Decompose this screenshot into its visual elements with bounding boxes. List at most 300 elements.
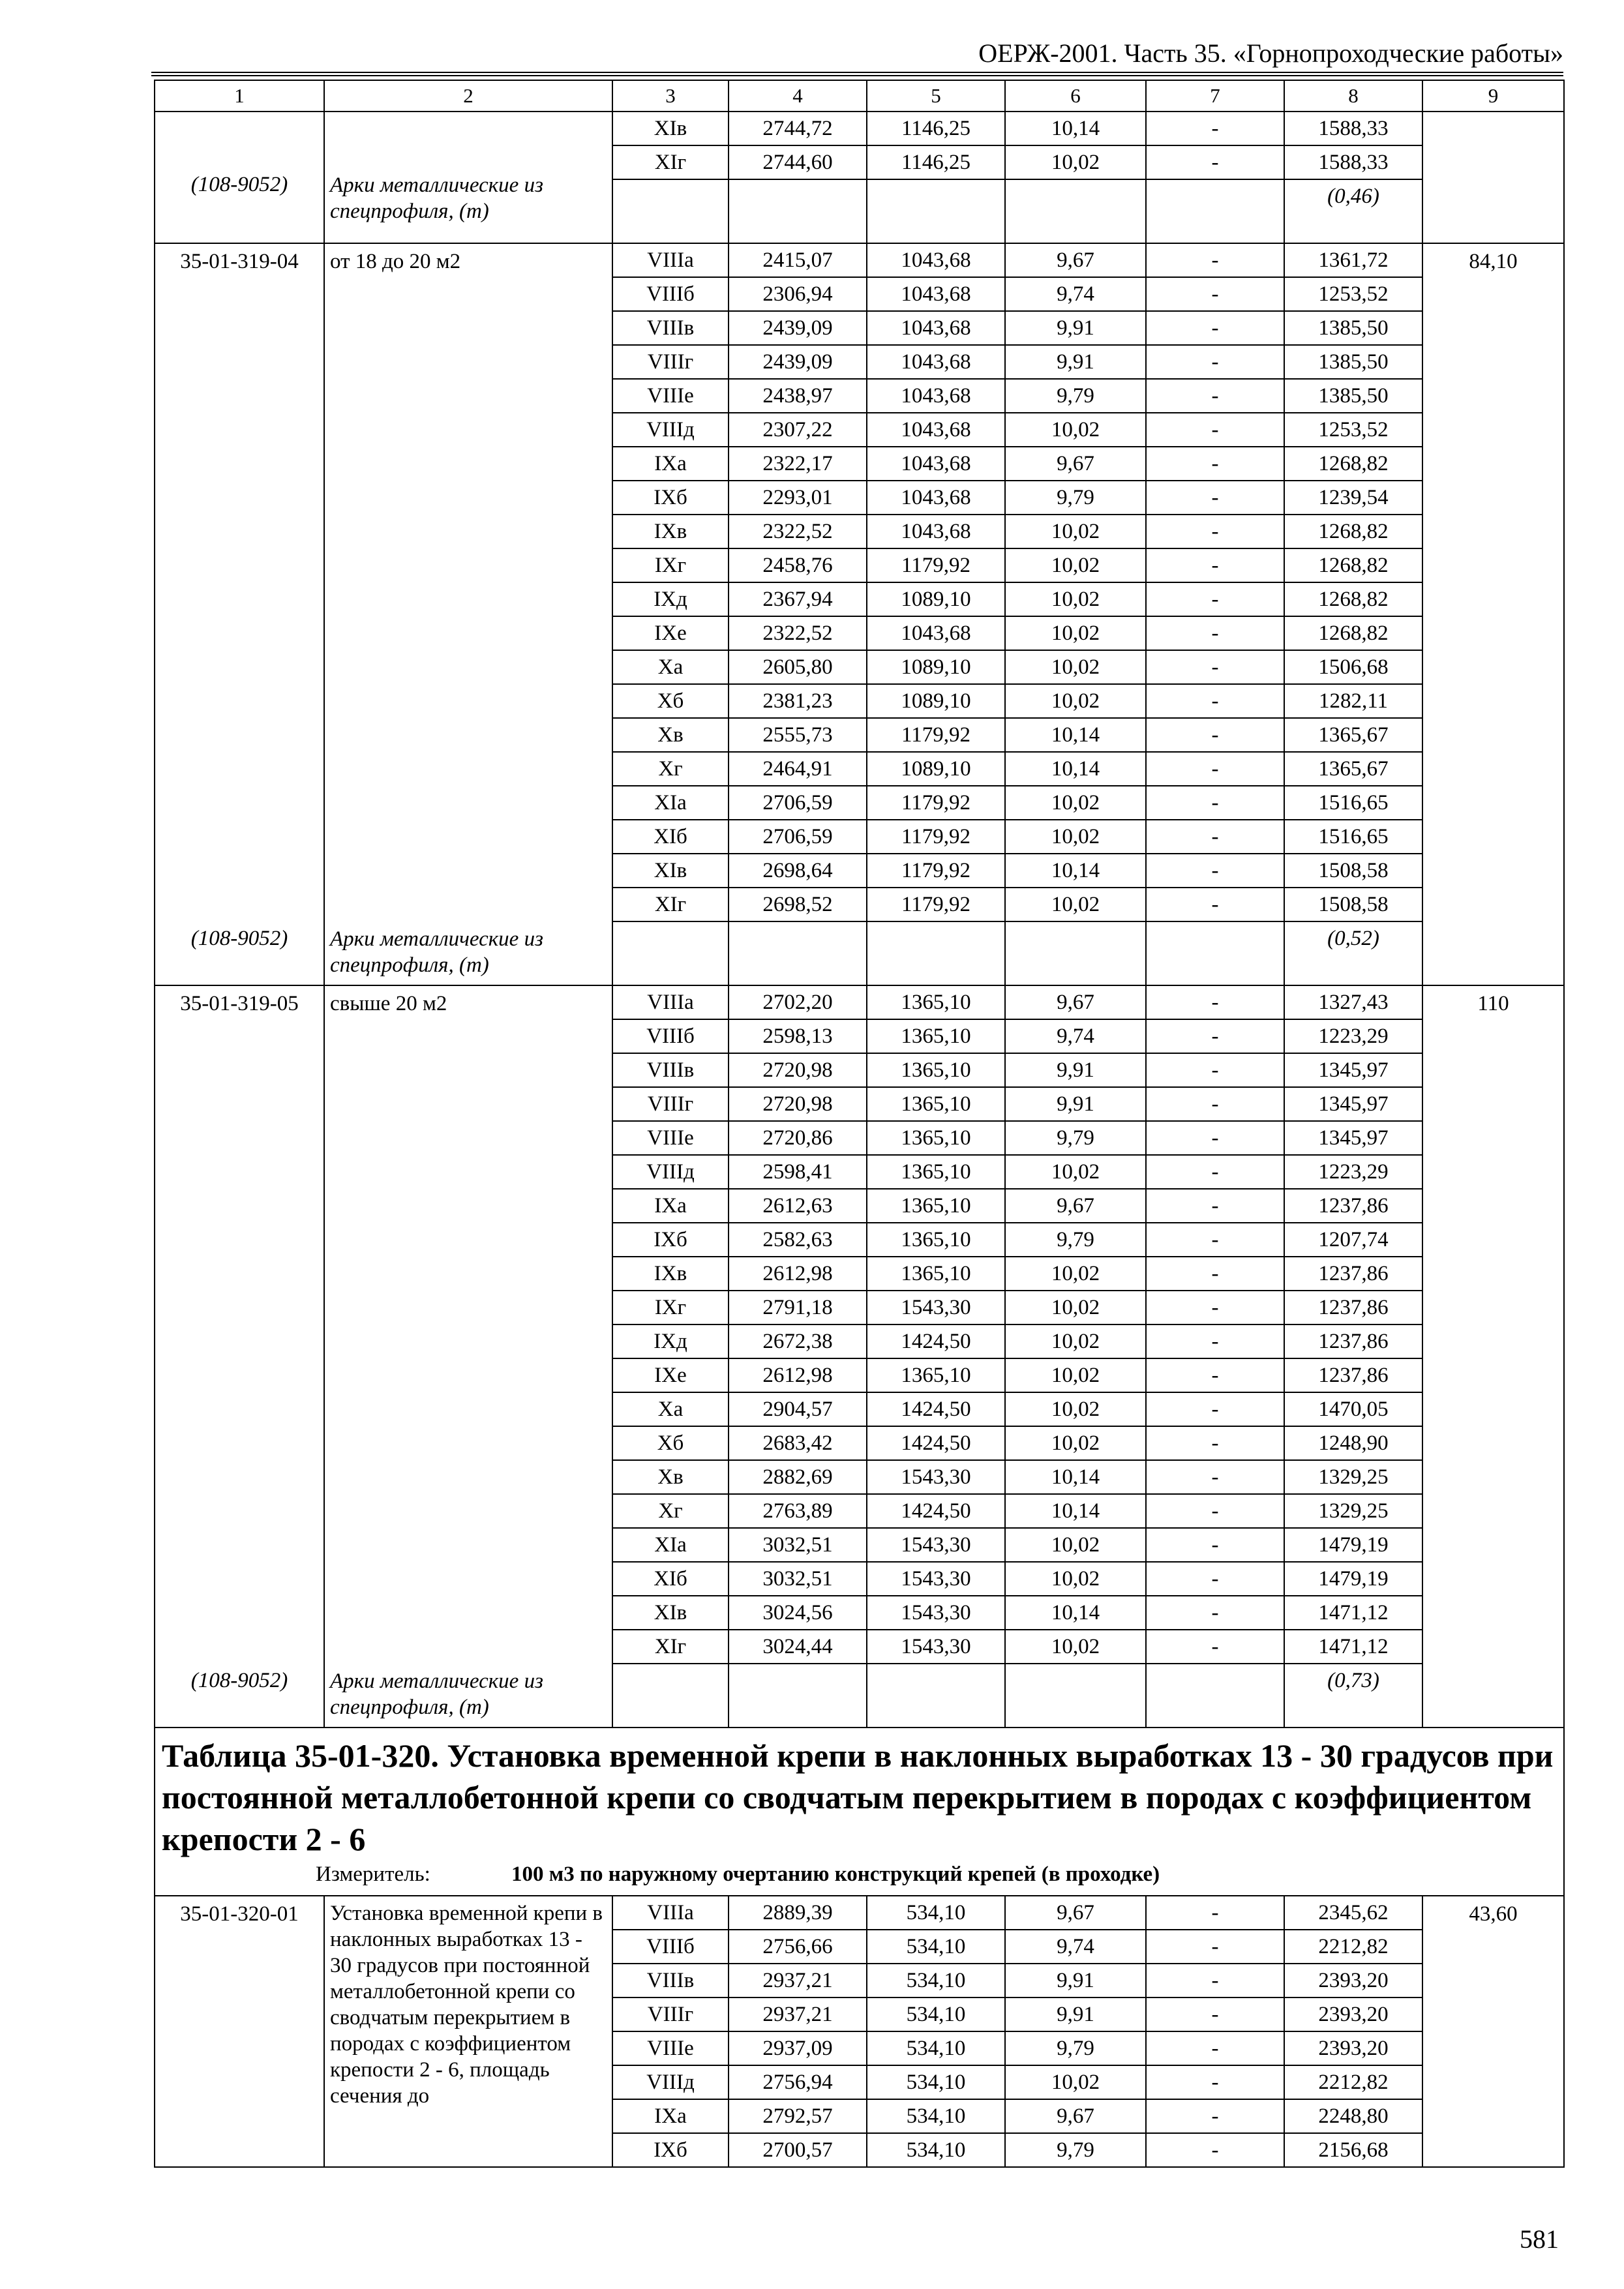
cell-class: IXб: [612, 481, 729, 515]
cell-driver-wages: -: [1146, 145, 1284, 179]
cell-driver-wages: -: [1146, 2133, 1284, 2167]
cell-driver-wages: -: [1146, 2065, 1284, 2099]
column-number: 2: [324, 80, 612, 112]
cell-direct-cost: 2937,21: [729, 1997, 867, 2031]
cell-class: XIв: [612, 112, 729, 145]
cell-machines: 10,02: [1005, 1358, 1146, 1392]
cell-driver-wages: -: [1146, 277, 1284, 311]
cell-driver-wages: -: [1146, 1896, 1284, 1930]
cell-machines: 9,67: [1005, 447, 1146, 481]
cell-direct-cost: 2698,64: [729, 854, 867, 888]
cell-machines: 9,74: [1005, 277, 1146, 311]
cell-class: IXа: [612, 2099, 729, 2133]
cell-direct-cost: 2792,57: [729, 2099, 867, 2133]
cell-machines: 10,02: [1005, 888, 1146, 921]
cell-class: VIIIг: [612, 1087, 729, 1121]
cell-wages: 1043,68: [867, 515, 1005, 548]
cell-wages: 1179,92: [867, 548, 1005, 582]
cell-materials: 1268,82: [1284, 548, 1422, 582]
cell-class: VIIIе: [612, 1121, 729, 1155]
table-title-row: [155, 1728, 1564, 1896]
cell-machines: 9,67: [1005, 1896, 1146, 1930]
cell-driver-wages: -: [1146, 1189, 1284, 1223]
cell-direct-cost: 2598,13: [729, 1019, 867, 1053]
cell-materials: 2393,20: [1284, 2031, 1422, 2065]
cell-driver-wages: -: [1146, 718, 1284, 752]
cell-machines: 10,02: [1005, 1630, 1146, 1664]
page-number: 581: [1520, 2224, 1559, 2254]
cell-machines: 10,02: [1005, 1528, 1146, 1562]
cell-machines: 10,14: [1005, 854, 1146, 888]
cell-direct-cost: 2720,98: [729, 1053, 867, 1087]
column-number: 3: [612, 80, 729, 112]
cell-driver-wages: -: [1146, 243, 1284, 277]
cell-materials: 1479,19: [1284, 1562, 1422, 1596]
arch-resource-code: (108-9052): [190, 173, 288, 196]
cell-direct-cost: 2698,52: [729, 888, 867, 921]
cell-driver-wages: -: [1146, 1596, 1284, 1630]
cell-materials: 2212,82: [1284, 1930, 1422, 1964]
cell-direct-cost: 2439,09: [729, 311, 867, 345]
cell-materials: 2393,20: [1284, 1964, 1422, 1997]
cell-class: IXб: [612, 2133, 729, 2167]
cell-driver-wages: -: [1146, 1528, 1284, 1562]
cell-materials: 1223,29: [1284, 1019, 1422, 1053]
cell-materials: 2156,68: [1284, 2133, 1422, 2167]
cell-materials: 1361,72: [1284, 243, 1422, 277]
cell-direct-cost: 2744,72: [729, 112, 867, 145]
cell-wages: 1365,10: [867, 1257, 1005, 1291]
table-row: [155, 112, 1564, 145]
cell-wages: 534,10: [867, 2065, 1005, 2099]
cell-driver-wages: -: [1146, 345, 1284, 379]
table-title-cell: [155, 1728, 1564, 1896]
cell-materials: 2212,82: [1284, 2065, 1422, 2099]
cell-empty: [612, 1664, 729, 1728]
cell-driver-wages: -: [1146, 650, 1284, 684]
cell-class: IXв: [612, 1257, 729, 1291]
column-number: 1: [155, 80, 324, 112]
cell-class: Xа: [612, 650, 729, 684]
cell-driver-wages: -: [1146, 1460, 1284, 1494]
measure-line: [162, 1860, 1557, 1889]
cell-direct-cost: 2756,94: [729, 2065, 867, 2099]
cell-class: VIIIд: [612, 413, 729, 447]
cell-driver-wages: -: [1146, 985, 1284, 1019]
cell-machines: 10,02: [1005, 684, 1146, 718]
cell-materials: 1268,82: [1284, 616, 1422, 650]
cell-direct-cost: 2612,63: [729, 1189, 867, 1223]
cell-wages: 534,10: [867, 2031, 1005, 2065]
cell-machines: 10,02: [1005, 1155, 1146, 1189]
cell-materials: 1248,90: [1284, 1426, 1422, 1460]
cell-machines: 10,02: [1005, 820, 1146, 854]
cell-direct-cost: 2306,94: [729, 277, 867, 311]
cell-description: [324, 985, 612, 1728]
cell-materials: 1329,25: [1284, 1494, 1422, 1528]
running-header: ОЕРЖ-2001. Часть 35. «Горнопроходческие работы»: [978, 38, 1563, 68]
cell-wages: 1146,25: [867, 145, 1005, 179]
cell-class: VIIIа: [612, 985, 729, 1019]
cell-direct-cost: 2322,52: [729, 616, 867, 650]
cell-materials: 1327,43: [1284, 985, 1422, 1019]
cell-driver-wages: -: [1146, 1630, 1284, 1664]
cell-labor: [1422, 112, 1564, 243]
cell-direct-cost: 2322,52: [729, 515, 867, 548]
cell-empty: [729, 921, 867, 985]
cell-direct-cost: 2381,23: [729, 684, 867, 718]
spacer: [155, 279, 323, 922]
cell-driver-wages: -: [1146, 854, 1284, 888]
cell-class: XIа: [612, 786, 729, 820]
cell-wages: 534,10: [867, 2133, 1005, 2167]
header-rule: [151, 72, 1563, 76]
cell-wages: 534,10: [867, 1930, 1005, 1964]
cell-empty: [1146, 179, 1284, 243]
cell-machines: 10,14: [1005, 1596, 1146, 1630]
cell-class: XIг: [612, 888, 729, 921]
cell-direct-cost: 2683,42: [729, 1426, 867, 1460]
table-title: Таблица 35-01-320. Установка временной крепи в наклонных выработках 13 - 30 градусов при постоянной металлобетонной крепи со сводчатым перекрытием в породах с коэффициентом крепости 2 - 6: [162, 1737, 1554, 1857]
cell-machines: 10,14: [1005, 752, 1146, 786]
spacer: [155, 112, 323, 168]
cell-empty: [1005, 921, 1146, 985]
cell-wages: 1543,30: [867, 1562, 1005, 1596]
cell-direct-cost: 2700,57: [729, 2133, 867, 2167]
cell-driver-wages: -: [1146, 1087, 1284, 1121]
cell-driver-wages: -: [1146, 1392, 1284, 1426]
cell-direct-cost: 2605,80: [729, 650, 867, 684]
cell-wages: 1043,68: [867, 447, 1005, 481]
cell-class: VIIIв: [612, 311, 729, 345]
cell-materials: 1471,12: [1284, 1596, 1422, 1630]
cell-materials: 1239,54: [1284, 481, 1422, 515]
cell-direct-cost: 2367,94: [729, 582, 867, 616]
cell-wages: 1365,10: [867, 1053, 1005, 1087]
cell-machines: 10,02: [1005, 1392, 1146, 1426]
cell-materials: 2393,20: [1284, 1997, 1422, 2031]
cell-materials: 1385,50: [1284, 379, 1422, 413]
cell-wages: 1365,10: [867, 1087, 1005, 1121]
cell-empty: [729, 1664, 867, 1728]
cell-direct-cost: 3024,56: [729, 1596, 867, 1630]
cell-class: Xг: [612, 1494, 729, 1528]
cell-driver-wages: -: [1146, 1019, 1284, 1053]
rate-code: 35-01-320-01: [180, 1902, 299, 1926]
cell-driver-wages: -: [1146, 447, 1284, 481]
spacer: [155, 1021, 323, 1664]
column-number: 8: [1284, 80, 1422, 112]
cell-class: VIIIе: [612, 379, 729, 413]
cell-class: IXб: [612, 1223, 729, 1257]
arch-resource-description: Арки металлические из спецпрофиля, (т): [330, 927, 543, 977]
cell-machines: 9,79: [1005, 1223, 1146, 1257]
cell-wages: 534,10: [867, 1896, 1005, 1930]
cell-materials: 1329,25: [1284, 1460, 1422, 1494]
cell-class: Xб: [612, 684, 729, 718]
cell-wages: 534,10: [867, 1997, 1005, 2031]
cell-class: IXа: [612, 447, 729, 481]
cell-driver-wages: -: [1146, 1053, 1284, 1087]
cell-machines: 10,02: [1005, 145, 1146, 179]
cell-direct-cost: 2889,39: [729, 1896, 867, 1930]
cell-wages: 1089,10: [867, 582, 1005, 616]
cell-direct-cost: 2612,98: [729, 1257, 867, 1291]
column-number: 9: [1422, 80, 1564, 112]
cell-materials: 1253,52: [1284, 277, 1422, 311]
cell-driver-wages: -: [1146, 112, 1284, 145]
cell-direct-cost: 3032,51: [729, 1562, 867, 1596]
cell-direct-cost: 2720,98: [729, 1087, 867, 1121]
cell-materials: 1268,82: [1284, 447, 1422, 481]
cell-materials: 1365,67: [1284, 752, 1422, 786]
cell-empty: [612, 921, 729, 985]
cell-direct-cost: 2612,98: [729, 1358, 867, 1392]
cell-machines: 9,74: [1005, 1019, 1146, 1053]
cell-machines: 9,91: [1005, 1053, 1146, 1087]
cell-machines: 9,67: [1005, 2099, 1146, 2133]
labor-value: 110: [1477, 992, 1509, 1015]
cell-wages: 1424,50: [867, 1494, 1005, 1528]
cell-description: [324, 243, 612, 985]
cell-class: VIIIб: [612, 1930, 729, 1964]
cell-direct-cost: 2439,09: [729, 345, 867, 379]
cell-driver-wages: -: [1146, 1121, 1284, 1155]
cell-class: VIIIд: [612, 2065, 729, 2099]
arch-resource-value: (0,52): [1284, 921, 1422, 985]
cell-direct-cost: 2293,01: [729, 481, 867, 515]
rate-description: от 18 до 20 м2: [330, 250, 461, 273]
cell-wages: 1043,68: [867, 379, 1005, 413]
cell-materials: 1282,11: [1284, 684, 1422, 718]
cell-machines: 10,02: [1005, 1562, 1146, 1596]
column-number: 4: [729, 80, 867, 112]
column-number: 7: [1146, 80, 1284, 112]
cell-class: Xг: [612, 752, 729, 786]
cell-machines: 9,79: [1005, 481, 1146, 515]
cell-wages: 1543,30: [867, 1630, 1005, 1664]
cell-materials: 1268,82: [1284, 515, 1422, 548]
cell-class: VIIIг: [612, 345, 729, 379]
cell-materials: 1237,86: [1284, 1324, 1422, 1358]
cell-wages: 1365,10: [867, 985, 1005, 1019]
cell-direct-cost: 2937,09: [729, 2031, 867, 2065]
cell-materials: 1268,82: [1284, 582, 1422, 616]
cell-wages: 1179,92: [867, 888, 1005, 921]
cell-driver-wages: -: [1146, 752, 1284, 786]
table-row: [155, 243, 1564, 277]
cell-driver-wages: -: [1146, 379, 1284, 413]
cell-driver-wages: -: [1146, 1291, 1284, 1324]
cell-wages: 1179,92: [867, 820, 1005, 854]
cell-direct-cost: 2882,69: [729, 1460, 867, 1494]
cell-materials: 2248,80: [1284, 2099, 1422, 2133]
cell-machines: 9,79: [1005, 1121, 1146, 1155]
cell-class: VIIIе: [612, 2031, 729, 2065]
cell-direct-cost: 2791,18: [729, 1291, 867, 1324]
cell-driver-wages: -: [1146, 1426, 1284, 1460]
cell-materials: 1470,05: [1284, 1392, 1422, 1426]
cell-class: Xв: [612, 718, 729, 752]
cell-wages: 1543,30: [867, 1460, 1005, 1494]
cell-wages: 1043,68: [867, 243, 1005, 277]
cell-direct-cost: 2720,86: [729, 1121, 867, 1155]
cell-materials: 1479,19: [1284, 1528, 1422, 1562]
cell-materials: 1588,33: [1284, 112, 1422, 145]
cell-wages: 1424,50: [867, 1324, 1005, 1358]
arch-resource-code: (108-9052): [190, 1669, 288, 1692]
cell-machines: 10,14: [1005, 112, 1146, 145]
cell-wages: 1043,68: [867, 481, 1005, 515]
rate-description: свыше 20 м2: [330, 992, 447, 1015]
cell-wages: 1043,68: [867, 345, 1005, 379]
cell-code: [155, 1896, 324, 2167]
arch-resource-description: Арки металлические из спецпрофиля, (т): [330, 173, 543, 223]
cell-wages: 1179,92: [867, 786, 1005, 820]
table-row: [155, 1896, 1564, 1930]
cell-materials: 1508,58: [1284, 854, 1422, 888]
cell-driver-wages: -: [1146, 1155, 1284, 1189]
cell-machines: 10,02: [1005, 582, 1146, 616]
cell-machines: 10,14: [1005, 1460, 1146, 1494]
cell-materials: 1365,67: [1284, 718, 1422, 752]
cell-wages: 1365,10: [867, 1223, 1005, 1257]
cell-wages: 1365,10: [867, 1019, 1005, 1053]
cell-code: [155, 243, 324, 985]
measure-label: Измеритель:: [316, 1863, 430, 1886]
cell-machines: 10,02: [1005, 650, 1146, 684]
cell-materials: 1223,29: [1284, 1155, 1422, 1189]
cell-empty: [1005, 1664, 1146, 1728]
cell-wages: 1043,68: [867, 413, 1005, 447]
cell-wages: 1179,92: [867, 718, 1005, 752]
cell-machines: 10,02: [1005, 1291, 1146, 1324]
cell-empty: [612, 179, 729, 243]
cell-code: [155, 985, 324, 1728]
cell-driver-wages: -: [1146, 2099, 1284, 2133]
cell-machines: 9,91: [1005, 345, 1146, 379]
cell-machines: 10,14: [1005, 718, 1146, 752]
cell-machines: 10,02: [1005, 1324, 1146, 1358]
spacer: [325, 112, 612, 168]
arch-resource-value: (0,46): [1284, 179, 1422, 243]
cell-class: VIIIд: [612, 1155, 729, 1189]
cell-direct-cost: 2756,66: [729, 1930, 867, 1964]
cell-class: XIг: [612, 1630, 729, 1664]
cell-class: XIг: [612, 145, 729, 179]
cell-class: VIIIб: [612, 1019, 729, 1053]
cell-machines: 9,91: [1005, 1997, 1146, 2031]
cell-machines: 9,74: [1005, 1930, 1146, 1964]
cell-materials: 1516,65: [1284, 786, 1422, 820]
cell-direct-cost: 3032,51: [729, 1528, 867, 1562]
cell-machines: 9,67: [1005, 985, 1146, 1019]
column-number: 6: [1005, 80, 1146, 112]
cell-wages: 1543,30: [867, 1528, 1005, 1562]
cell-class: IXд: [612, 582, 729, 616]
cell-materials: 1385,50: [1284, 311, 1422, 345]
cell-direct-cost: 2415,07: [729, 243, 867, 277]
cell-empty: [1146, 921, 1284, 985]
cell-machines: 10,02: [1005, 1426, 1146, 1460]
cell-machines: 10,02: [1005, 786, 1146, 820]
cell-empty: [1146, 1664, 1284, 1728]
cell-driver-wages: -: [1146, 548, 1284, 582]
arch-resource-value: (0,73): [1284, 1664, 1422, 1728]
labor-value: 84,10: [1469, 250, 1518, 273]
cell-driver-wages: -: [1146, 1997, 1284, 2031]
cell-empty: [867, 1664, 1005, 1728]
cell-direct-cost: 2672,38: [729, 1324, 867, 1358]
cell-empty: [1005, 179, 1146, 243]
rates-table: [154, 80, 1565, 2168]
cell-empty: [867, 179, 1005, 243]
cell-driver-wages: -: [1146, 515, 1284, 548]
cell-driver-wages: -: [1146, 1930, 1284, 1964]
cell-materials: 1253,52: [1284, 413, 1422, 447]
spacer: [325, 279, 612, 922]
cell-driver-wages: -: [1146, 616, 1284, 650]
cell-wages: 1089,10: [867, 650, 1005, 684]
rate-code: 35-01-319-04: [180, 250, 299, 273]
cell-wages: 534,10: [867, 2099, 1005, 2133]
cell-class: VIIIв: [612, 1053, 729, 1087]
cell-materials: 2345,62: [1284, 1896, 1422, 1930]
cell-direct-cost: 2744,60: [729, 145, 867, 179]
cell-class: XIа: [612, 1528, 729, 1562]
cell-wages: 1043,68: [867, 277, 1005, 311]
cell-direct-cost: 2555,73: [729, 718, 867, 752]
cell-materials: 1588,33: [1284, 145, 1422, 179]
cell-materials: 1237,86: [1284, 1257, 1422, 1291]
cell-direct-cost: 2937,21: [729, 1964, 867, 1997]
column-numbers-row: [155, 80, 1564, 112]
cell-machines: 9,67: [1005, 243, 1146, 277]
cell-machines: 10,02: [1005, 616, 1146, 650]
cell-driver-wages: -: [1146, 1964, 1284, 1997]
cell-direct-cost: 2307,22: [729, 413, 867, 447]
cell-materials: 1345,97: [1284, 1053, 1422, 1087]
column-number: 5: [867, 80, 1005, 112]
cell-driver-wages: -: [1146, 1562, 1284, 1596]
cell-driver-wages: -: [1146, 481, 1284, 515]
cell-materials: 1385,50: [1284, 345, 1422, 379]
cell-class: IXг: [612, 548, 729, 582]
cell-wages: 1365,10: [867, 1358, 1005, 1392]
cell-class: VIIIа: [612, 1896, 729, 1930]
cell-class: IXе: [612, 1358, 729, 1392]
cell-class: XIб: [612, 820, 729, 854]
cell-machines: 10,02: [1005, 1257, 1146, 1291]
cell-machines: 9,67: [1005, 1189, 1146, 1223]
cell-machines: 9,91: [1005, 1964, 1146, 1997]
cell-wages: 1146,25: [867, 112, 1005, 145]
cell-class: Xв: [612, 1460, 729, 1494]
cell-machines: 9,91: [1005, 311, 1146, 345]
cell-machines: 9,79: [1005, 379, 1146, 413]
cell-class: XIв: [612, 854, 729, 888]
cell-direct-cost: 2598,41: [729, 1155, 867, 1189]
cell-labor: [1422, 1896, 1564, 2167]
cell-machines: 10,02: [1005, 413, 1146, 447]
cell-machines: 9,79: [1005, 2133, 1146, 2167]
cell-wages: 1543,30: [867, 1291, 1005, 1324]
spacer: [325, 1021, 612, 1664]
cell-wages: 1424,50: [867, 1426, 1005, 1460]
cell-driver-wages: -: [1146, 1324, 1284, 1358]
cell-materials: 1237,86: [1284, 1189, 1422, 1223]
cell-materials: 1237,86: [1284, 1291, 1422, 1324]
